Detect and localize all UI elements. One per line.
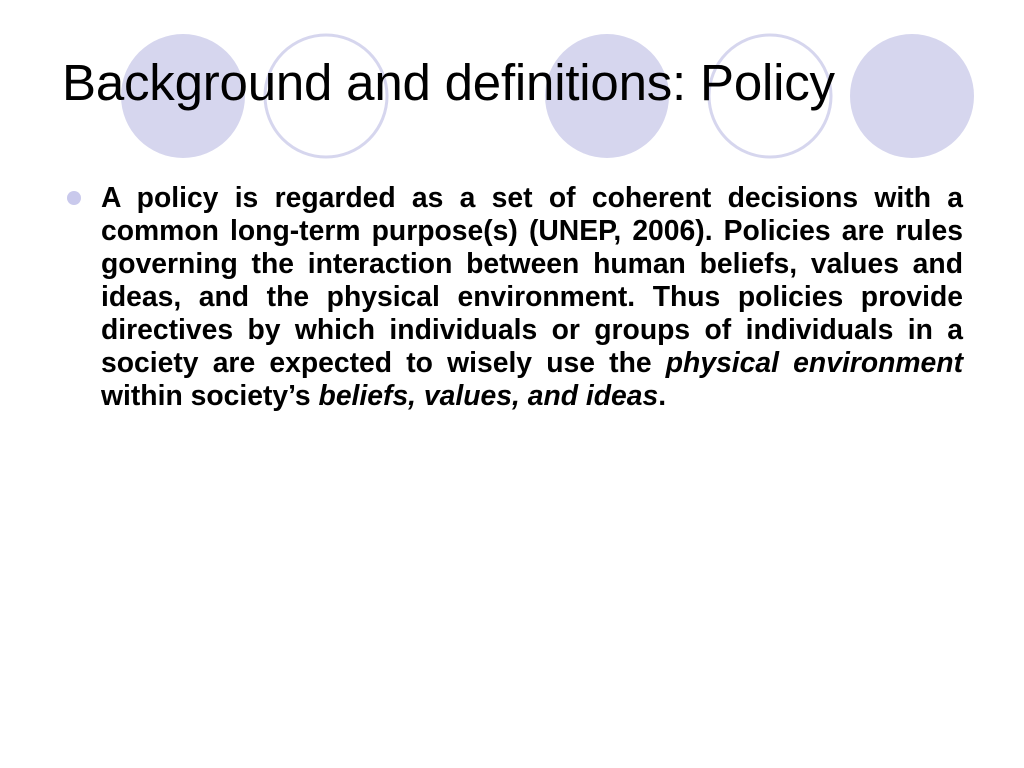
bullet-text-part: within society’s [101, 379, 319, 411]
bullet-list [66, 181, 963, 412]
slide-title: Background and definitions: Policy [62, 54, 835, 111]
decorative-circle-filled [850, 34, 974, 158]
bullet-text [101, 181, 963, 412]
bullet-text-part: A policy is regarded as a set of coherent decisions with a common long-term purpose(s) (UNEP, 2006). Policies are rules governing the interaction between human beliefs, values and ideas, and the physical environment. Thus policies provide directives by which individuals or groups of individuals in a society are expected to wisely use the [101, 181, 963, 378]
bullet-text-part: . [658, 379, 667, 411]
bullet-text-italic: beliefs, values, and ideas [318, 379, 659, 411]
bullet-item [66, 181, 963, 412]
bullet-text-italic: physical environment [665, 346, 963, 378]
bullet-dot-icon [67, 191, 81, 205]
